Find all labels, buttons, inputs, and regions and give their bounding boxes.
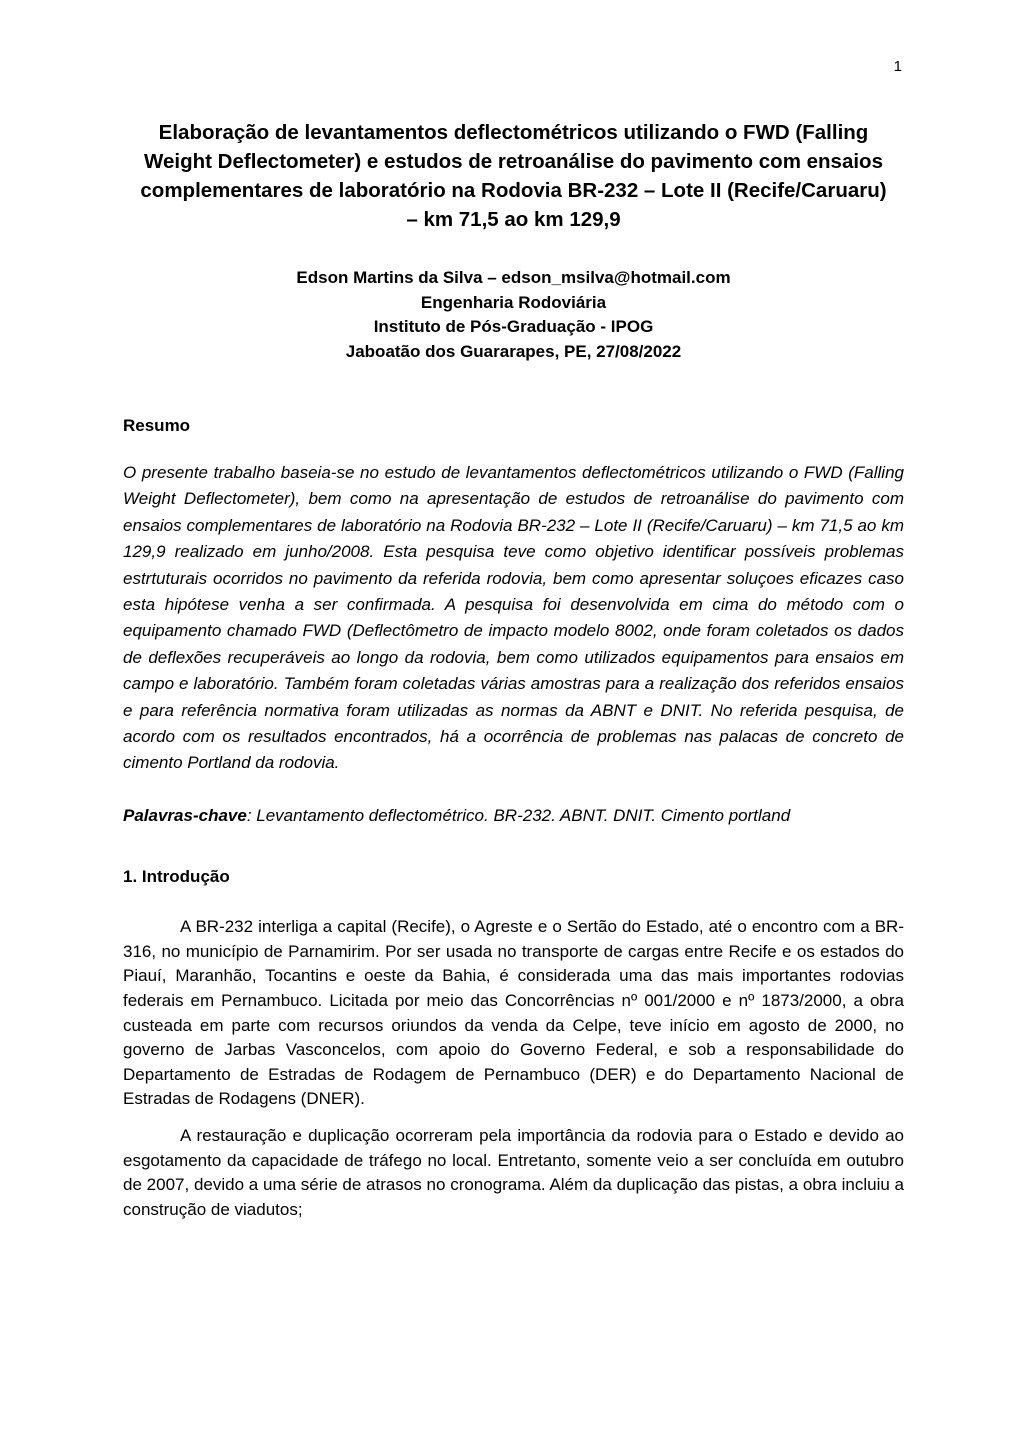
author-block (123, 266, 904, 364)
intro-paragraph-1: A BR-232 interliga a capital (Recife), o Agreste e o Sertão do Estado, até o encontro com a BR-316, no município de Parnamirim. Por ser usada no transporte de cargas entre Recife e os estados do Piauí, Maranhão, Tocantins e oeste da Bahia, é considerada uma das mais importantes rodovias federais em Pernambuco. Licitada por meio das Concorrências nº 001/2000 e nº 1873/2000, a obra custeada em parte com recursos oriundos da venda da Celpe, teve início em agosto de 2000, no governo de Jarbas Vasconcelos, com apoio do Governo Federal, e sob a responsabilidade do Departamento de Estradas de Rodagem de Pernambuco (DER) e do Departamento Nacional de Estradas de Rodagens (DNER). (123, 917, 904, 1109)
section-heading-introduction: 1. Introdução (123, 867, 230, 887)
author-line-location-date: Jaboatão dos Guararapes, PE, 27/08/2022 (345, 341, 682, 361)
keywords-text: : Levantamento deflectométrico. BR-232. ABNT. DNIT. Cimento portland (246, 805, 791, 825)
page-number: 1 (893, 58, 902, 75)
abstract-heading: Resumo (123, 416, 191, 435)
author-line-name-email: Edson Martins da Silva – edson_msilva@hotmail.com (296, 268, 731, 287)
keywords-line (123, 803, 904, 829)
abstract-body: O presente trabalho baseia-se no estudo de levantamentos deflectométricos utilizando o FWD (Falling Weight Deflectometer), bem como na apresentação de estudos de retroanálise do pavimento com ensaios complementares de laboratório na Rodovia BR-232 – Lote II (Recife/Caruaru) – km 71,5 ao km 129,9 realizado em junho/2008. Esta pesquisa teve como objetivo identificar possíveis problemas estrtuturais ocorridos no pavimento da referida rodovia, bem como apresentar soluçoes eficazes caso esta hipótese venha a ser confirmada. A pesquisa foi desenvolvida em cima do método com o equipamento chamado FWD (Deflectômetro de impacto modelo 8002, onde foram coletados os dados de deflexões recuperáveis ao longo da rodovia, bem como utilizados equipamentos para ensaios em campo e laboratório. Também foram coletadas várias amostras para a realização dos referidos ensaios e para referência normativa foram utilizadas as normas da ABNT e DNIT. No referida pesquisa, de acordo com os resultados encontrados, há a ocorrência de problemas nas palacas de concreto de cimento Portland da rodovia. (123, 463, 904, 773)
paper-title: Elaboração de levantamentos deflectométricos utilizando o FWD (Falling Weight Deflectometer) e estudos de retroanálise do pavimento com ensaios complementares de laboratório na Rodovia BR-232 – Lote II (Recife/Caruaru) – km 71,5 ao km 129,9 (140, 121, 887, 231)
author-line-institution: Instituto de Pós-Graduação - IPOG (373, 317, 654, 336)
keywords-label: Palavras-chave (123, 805, 247, 825)
author-line-program: Engenharia Rodoviária (420, 292, 607, 312)
intro-paragraph-2: A restauração e duplicação ocorreram pela importância da rodovia para o Estado e devido ao esgotamento da capacidade de tráfego no local. Entretanto, somente veio a ser concluída em outubro de 2007, devido a uma série de atrasos no cronograma. Além da duplicação das pistas, a obra incluiu a construção de viadutos; (123, 1126, 904, 1219)
